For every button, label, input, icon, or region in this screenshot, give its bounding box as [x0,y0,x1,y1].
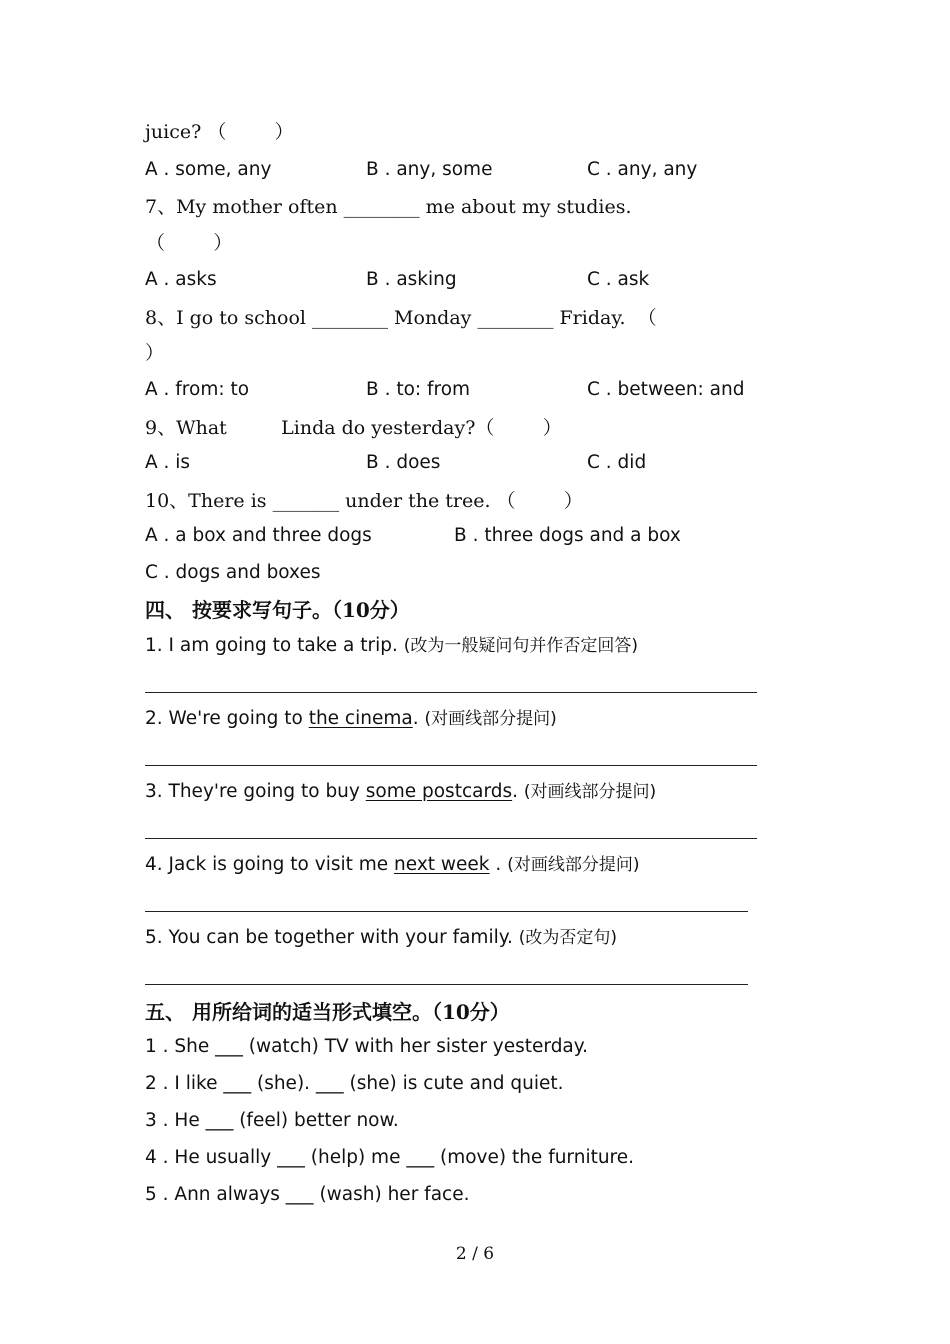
q7-option-a: A . asks [145,269,217,290]
page-number: 2 / 6 [455,1244,495,1264]
s4-item-3-text: 3. They're going to buy [145,781,366,802]
q8-option-a: A . from: to [145,379,250,400]
s4-item-2 [145,710,557,729]
s4-answer-line-1[interactable] [145,692,757,693]
s4-item-4-underlined: next week [394,854,490,875]
s5-item-4: 4 . He usually ___ (help) me ___ (move) the furniture. [145,1147,635,1168]
s5-item-2: 2 . I like ___ (she). ___ (she) is cute and quiet. [145,1073,564,1094]
q6-option-c: C . any, any [587,159,698,180]
s4-item-3-underlined: some postcards [365,781,513,802]
q8-option-b: B . to: from [366,379,471,400]
q6-option-b: B . any, some [366,159,493,180]
q10-option-c: C . dogs and boxes [145,562,321,583]
s4-item-2-instruction: (对画线部分提问) [424,709,557,729]
s4-item-1 [145,637,638,656]
q8-stem: 8、I go to school ________ Monday ________ Friday. （ [145,307,657,329]
q7-stem: 7、My mother often ________ me about my studies. [145,196,632,218]
s4-item-4-text: 4. Jack is going to visit me [145,854,395,875]
section5-title: 五、 用所给词的适当形式填空。（10分） [145,1000,510,1024]
section4-title: 四、 按要求写句子。（10分） [145,598,410,622]
q10-option-a: A . a box and three dogs [145,525,372,546]
q10-stem: 10、There is _______ under the tree. （ ） [145,490,583,512]
s4-item-2-text: 2. We're going to [145,708,309,729]
s5-item-1: 1 . She ___ (watch) TV with her sister yesterday. [145,1036,588,1057]
q8-option-c: C . between: and [587,379,745,400]
q9-option-c: C . did [587,452,647,473]
s4-item-3-period: . [512,781,524,802]
q7-answer-paren: （ ） [140,232,233,254]
q7-option-c: C . ask [587,269,650,290]
q9-option-a: A . is [145,452,191,473]
q6-option-a: A . some, any [145,159,272,180]
s5-item-5: 5 . Ann always ___ (wash) her face. [145,1184,470,1205]
s4-item-5 [145,929,617,948]
s4-item-5-instruction: (改为否定句) [518,928,618,948]
s4-answer-line-3[interactable] [145,838,757,839]
s4-item-1-text: 1. I am going to take a trip. [145,635,404,656]
q7-option-b: B . asking [366,269,457,290]
q6-stem-tail: juice? （ ） [145,121,294,143]
s4-answer-line-2[interactable] [145,765,757,766]
s4-item-2-period: . [412,708,425,729]
s4-item-4-period: . [489,854,508,875]
q9-option-b: B . does [366,452,441,473]
s4-item-1-instruction: (改为一般疑问句并作否定回答) [403,636,639,656]
s4-answer-line-5[interactable] [145,984,748,985]
s4-item-3 [145,783,656,802]
q8-answer-paren: ） [145,342,165,364]
s4-item-5-text: 5. You can be together with your family. [145,927,519,948]
s4-item-4-instruction: (对画线部分提问) [507,855,640,875]
q9-stem: 9、What Linda do yesterday?（ ） [145,417,562,439]
s5-item-3: 3 . He ___ (feel) better now. [145,1110,399,1131]
s4-item-3-instruction: (对画线部分提问) [523,782,657,802]
s4-answer-line-4[interactable] [145,911,748,912]
q10-option-b: B . three dogs and a box [454,525,681,546]
s4-item-2-underlined: the cinema [308,708,413,729]
s4-item-4 [145,856,639,875]
